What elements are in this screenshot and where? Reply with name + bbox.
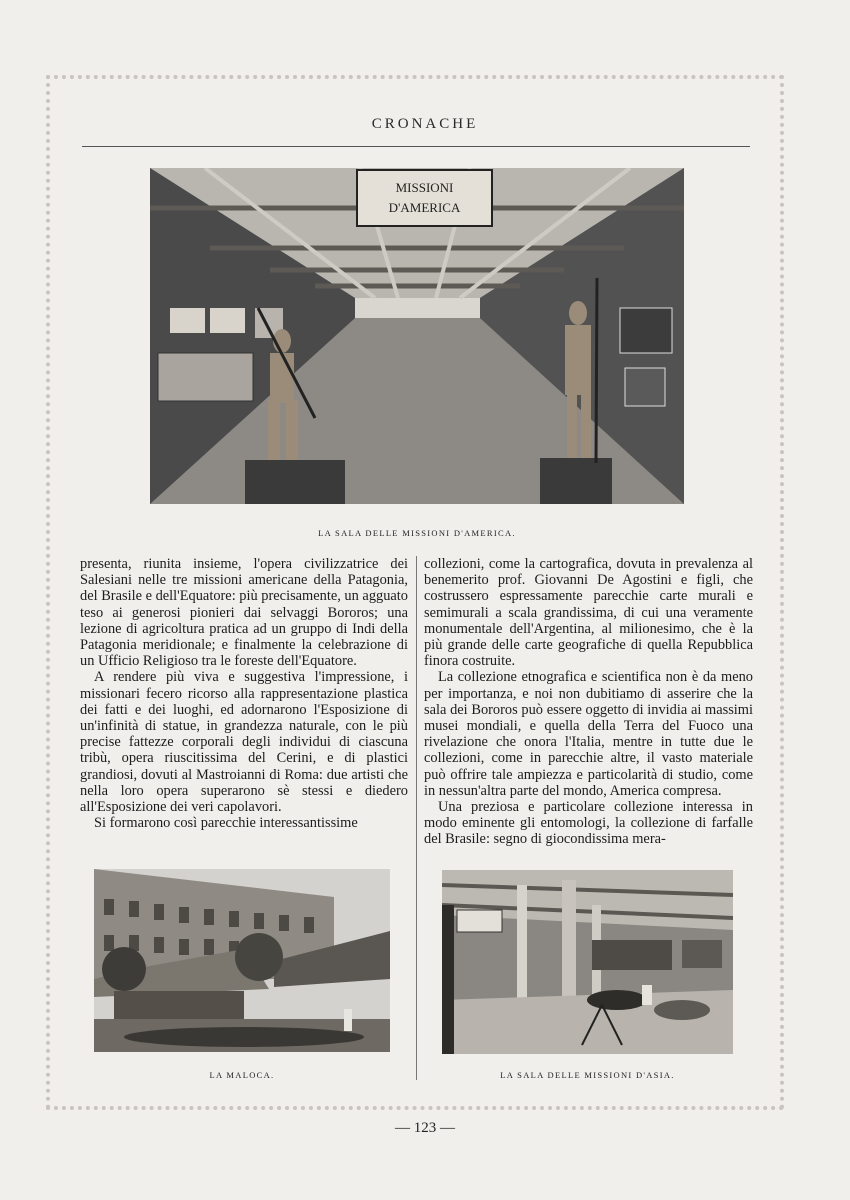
header-rule [82, 146, 750, 147]
caption-bottom-right: LA SALA DELLE MISSIONI D'ASIA. [500, 1070, 675, 1080]
paragraph: Una preziosa e particolare collezione interessa in modo eminente gli entomologi, la collezione di farfalle del Brasile: segno di giocondissima mera- [424, 799, 753, 848]
photo-sala-missioni-asia [442, 870, 733, 1054]
sign-line2: D'AMERICA [388, 200, 461, 215]
running-head: CRONACHE [371, 116, 479, 132]
paragraph: presenta, riunita insieme, l'opera civilizzatrice dei Salesiani nelle tre missioni americane della Patagonia, del Brasile e dell'Equatore: più precisamente, un agguato teso ai generosi pionieri dai selvaggi Bororos; una lezione di agricoltura pratica ad un gruppo di Indi della Patagonia meridionale; e finalmente la celebrazione di un Ufficio Religioso tra le foreste dell'Equatore. [80, 556, 408, 670]
text-column-right [424, 556, 753, 848]
text-column-left [80, 556, 408, 831]
photo-sala-missioni-america [150, 168, 684, 504]
sign-line1: MISSIONI [395, 180, 454, 195]
photo-la-maloca [94, 869, 390, 1052]
paragraph: Si formarono così parecchie interessantissime [94, 815, 358, 832]
paragraph: collezioni, come la cartografica, dovuta in prevalenza al benemerito prof. Giovanni De Agostini e figli, che costrussero espressamente parecchie carte murali e semimurali a scala grandissima, di cui una veramente monumentale dell'Argentina, al milionesimo, che è la più grande delle carte geografiche di quella Repubblica finora costruite. [424, 556, 753, 670]
caption-top: LA SALA DELLE MISSIONI D'AMERICA. [318, 528, 516, 538]
page-number: — 123 — [395, 1120, 455, 1136]
paragraph: A rendere più viva e suggestiva l'impressione, i missionari fecero ricorso alla rappresentazione plastica dei fatti e dei luoghi, ed adornarono l'Esposizione di un'infinità di statue, in grandezza naturale, con le più precise fattezze corporali degli individui di ciascuna tribù, opera riuscitissima del Cerini, e di plastici grandiosi, dovuti al Mastroianni di Roma: due artisti che nella loro opera superarono sè stessi e diedero all'Esposizione dei veri capolavori. [80, 669, 408, 816]
column-rule [416, 556, 417, 1080]
caption-bottom-left: LA MALOCA. [209, 1070, 275, 1080]
paragraph: La collezione etnografica e scientifica non è da meno per importanza, e noi non dubitiamo di asserire che la sala dei Bororos può essere oggetto di invidia ai massimi musei mondiali, e quella della Terra del Fuoco una rivelazione che onora l'Italia, mentre in tutte due le collezioni, come in parecchie altre, il vasto materiale può offrire tale ampiezza e particolarità di studio, come in nessun'altra parte del mondo, America compresa. [424, 669, 753, 799]
